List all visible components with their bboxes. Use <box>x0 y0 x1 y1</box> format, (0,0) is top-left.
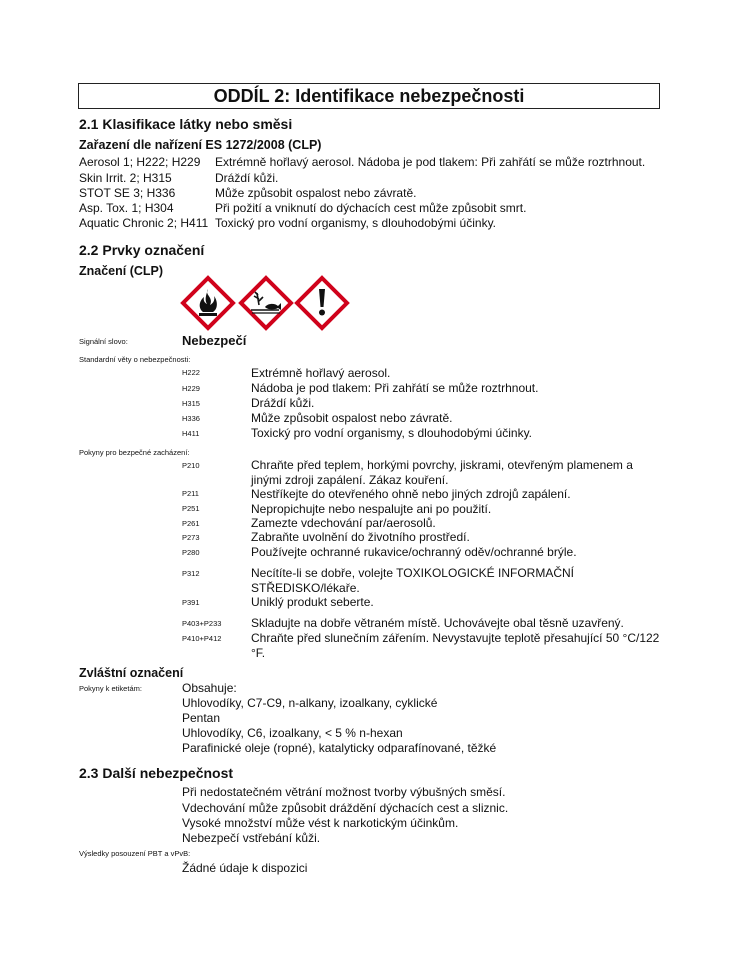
label-content-line: Pentan <box>182 711 221 725</box>
precaution-code: P312 <box>182 569 200 578</box>
precaution-code: P261 <box>182 519 200 528</box>
precaution-code: P391 <box>182 598 200 607</box>
label-content-line: Parafinické oleje (ropné), katalyticky odparafínované, těžké <box>182 741 497 755</box>
special-labelling-heading: Zvláštní označení <box>79 666 184 680</box>
precaution-text-cont: STŘEDISKO/lékaře. <box>251 581 360 595</box>
precaution-code: P251 <box>182 504 200 513</box>
label-content-line: Uhlovodíky, C7-C9, n-alkany, izoalkany, cyklické <box>182 696 438 710</box>
hazard-statements-label: Standardní věty o nebezpečnosti: <box>79 355 191 364</box>
hazard-code: H229 <box>182 384 200 393</box>
precaution-code: P403+P233 <box>182 619 222 628</box>
environment-icon <box>238 275 294 331</box>
hazard-text: Dráždí kůži. <box>251 396 315 410</box>
precaution-text: Uniklý produkt seberte. <box>251 595 374 609</box>
flame-icon <box>180 275 236 331</box>
pbt-assessment-label: Výsledky posouzení PBT a vPvB: <box>79 849 191 858</box>
hazard-text: Toxický pro vodní organismy, s dlouhodobými účinky. <box>251 426 533 440</box>
clp-labelling-heading: Značení (CLP) <box>79 264 164 278</box>
precaution-text: Zamezte vdechování par/aerosolů. <box>251 516 436 530</box>
label-content-line: Uhlovodíky, C6, izoalkany, < 5 % n-hexan <box>182 726 403 740</box>
precaution-text: Nestříkejte do otevřeného ohně nebo jiných zdrojů zapálení. <box>251 487 571 501</box>
hazard-text: Nádoba je pod tlakem: Při zahřátí se může roztrhnout. <box>251 381 539 395</box>
other-hazard-line: Při nedostatečném větrání možnost tvorby výbušných směsí. <box>182 785 506 799</box>
precaution-code: P280 <box>182 548 200 557</box>
precaution-text: Skladujte na dobře větraném místě. Uchovávejte obal těsně uzavřený. <box>251 616 624 630</box>
classification-text: Dráždí kůži. <box>215 171 279 185</box>
other-hazard-line: Vdechování může způsobit dráždění dýchacích cest a sliznic. <box>182 801 509 815</box>
precaution-text: Nepropichujte nebo nespalujte ani po použití. <box>251 502 492 516</box>
classification-code: Asp. Tox. 1; H304 <box>79 201 174 215</box>
precaution-text: Používejte ochranné rukavice/ochranný oděv/ochranné brýle. <box>251 545 577 559</box>
precaution-text-cont: °F. <box>251 646 266 660</box>
classification-text: Toxický pro vodní organismy, s dlouhodobými účinky. <box>215 216 497 230</box>
classification-text: Při požití a vniknutí do dýchacích cest může způsobit smrt. <box>215 201 527 215</box>
label-instructions-label: Pokyny k etiketám: <box>79 684 142 693</box>
precaution-text: Chraňte před teplem, horkými povrchy, jiskrami, otevřeným plamenem a <box>251 458 633 472</box>
classification-text: Extrémně hořlavý aerosol. Nádoba je pod tlakem: Při zahřátí se může roztrhnout. <box>215 155 646 169</box>
precaution-code: P273 <box>182 533 200 542</box>
signal-word-label: Signální slovo: <box>79 337 128 346</box>
precaution-code: P410+P412 <box>182 634 222 643</box>
pbt-assessment-value: Žádné údaje k dispozici <box>182 861 308 875</box>
precaution-text-cont: jinými zdroji zapálení. Zákaz kouření. <box>251 473 449 487</box>
precaution-code: P210 <box>182 461 200 470</box>
label-content-line: Obsahuje: <box>182 681 237 695</box>
section-title: ODDÍL 2: Identifikace nebezpečnosti <box>78 83 660 109</box>
precaution-text: Chraňte před slunečním zářením. Nevystavujte teplotě přesahující 50 °C/122 <box>251 631 660 645</box>
clp-classification-heading: Zařazení dle nařízení ES 1272/2008 (CLP) <box>79 138 322 152</box>
other-hazard-line: Nebezpečí vstřebání kůži. <box>182 831 321 845</box>
classification-text: Může způsobit ospalost nebo závratě. <box>215 186 417 200</box>
section-2-3-heading: 2.3 Další nebezpečnost <box>79 765 234 781</box>
precautionary-statements-label: Pokyny pro bezpečné zacházení: <box>79 448 190 457</box>
classification-code: Aerosol 1; H222; H229 <box>79 155 201 169</box>
other-hazard-line: Vysoké množství může vést k narkotickým účinkům. <box>182 816 459 830</box>
hazard-code: H411 <box>182 429 200 438</box>
hazard-code: H336 <box>182 414 200 423</box>
precaution-code: P211 <box>182 489 199 498</box>
hazard-code: H315 <box>182 399 200 408</box>
exclamation-icon <box>294 275 350 331</box>
signal-word: Nebezpečí <box>182 333 247 348</box>
hazard-text: Může způsobit ospalost nebo závratě. <box>251 411 453 425</box>
classification-code: Aquatic Chronic 2; H411 <box>79 216 209 230</box>
precaution-text: Necítíte-li se dobře, volejte TOXIKOLOGICKÉ INFORMAČNÍ <box>251 566 574 580</box>
classification-code: Skin Irrit. 2; H315 <box>79 171 172 185</box>
classification-code: STOT SE 3; H336 <box>79 186 176 200</box>
precaution-text: Zabraňte uvolnění do životního prostředí. <box>251 530 470 544</box>
hazard-code: H222 <box>182 368 200 377</box>
section-2-2-heading: 2.2 Prvky označení <box>79 242 205 258</box>
hazard-text: Extrémně hořlavý aerosol. <box>251 366 391 380</box>
section-2-1-heading: 2.1 Klasifikace látky nebo směsi <box>79 116 293 132</box>
